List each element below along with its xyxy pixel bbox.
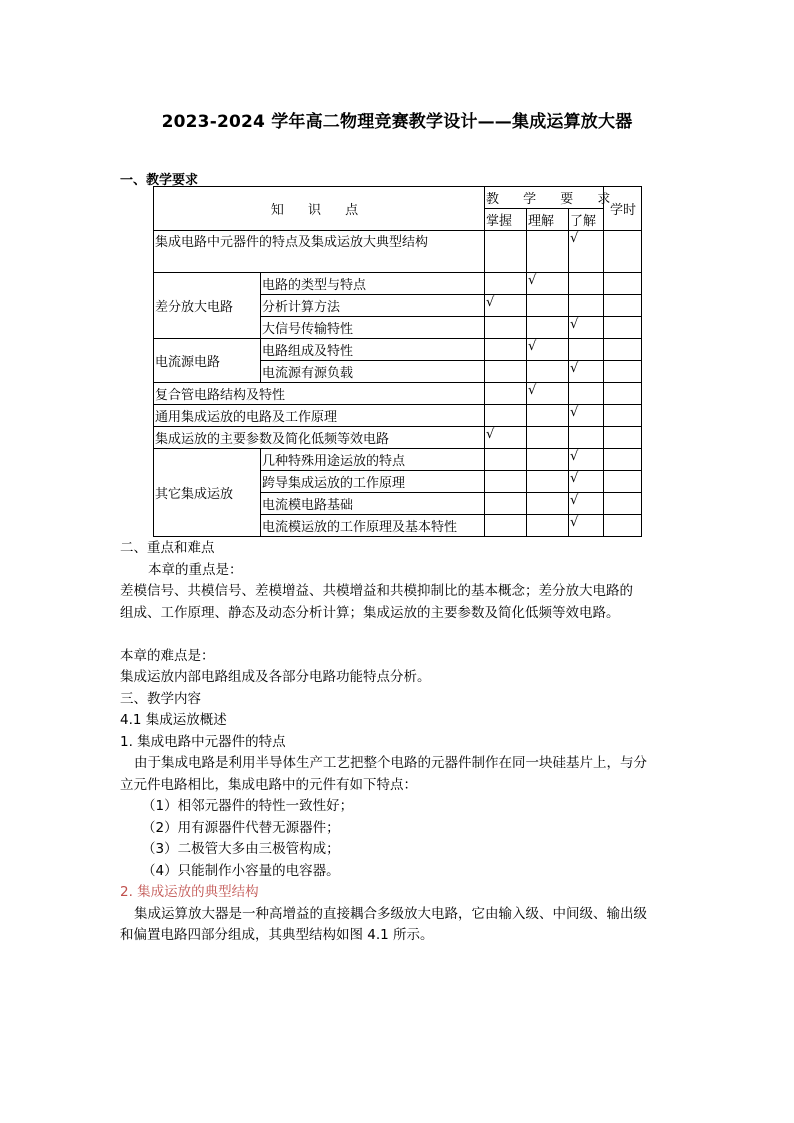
- item-cell: 电路组成及特性: [261, 339, 485, 361]
- level-cell: [527, 317, 569, 339]
- level-cell: [485, 339, 527, 361]
- group-cell: 电流源电路: [154, 339, 261, 383]
- item-cell: 分析计算方法: [261, 295, 485, 317]
- hours-cell: [604, 471, 642, 493]
- key-label: 本章的重点是：: [148, 561, 243, 578]
- group-cell: 其它集成运放: [154, 449, 261, 537]
- hours-cell: [604, 295, 642, 317]
- hours-cell: [604, 515, 642, 537]
- hours-cell: [604, 493, 642, 515]
- point-1-text-line: 立元件电路相比，集成电路中的元件有如下特点：: [120, 776, 417, 793]
- hours-cell: [604, 339, 642, 361]
- hours-cell: [604, 317, 642, 339]
- level-cell: [527, 295, 569, 317]
- hours-cell: [604, 405, 642, 427]
- section-heading-content: 三、教学内容: [120, 690, 201, 707]
- item-cell: 电流模电路基础: [261, 493, 485, 515]
- item-cell: 集成电路中元器件的特点及集成运放大典型结构: [154, 231, 485, 273]
- level-cell: [485, 273, 527, 295]
- level-cell: [527, 515, 569, 537]
- level-cell: [485, 383, 527, 405]
- check-mark: √: [485, 427, 527, 449]
- item-cell: 通用集成运放的电路及工作原理: [154, 405, 485, 427]
- point-2-text-line: 集成运算放大器是一种高增益的直接耦合多级放大电路，它由输入级、中间级、输出级: [134, 905, 647, 922]
- level-cell: [485, 361, 527, 383]
- key-text-line: 差模信号、共模信号、差模增益、共模增益和共模抑制比的基本概念；差分放大电路的: [120, 583, 633, 599]
- check-mark: √: [485, 295, 527, 317]
- list-item: （4）只能制作小容量的电容器。: [142, 862, 340, 879]
- level-cell: [569, 273, 604, 295]
- hours-cell: [604, 231, 642, 273]
- requirements-table: [153, 186, 642, 537]
- check-mark: √: [527, 339, 569, 361]
- table-row: [154, 405, 642, 427]
- hours-cell: [604, 449, 642, 471]
- item-cell: 几种特殊用途运放的特点: [261, 449, 485, 471]
- check-mark: √: [569, 471, 604, 493]
- table-row: [154, 231, 642, 273]
- list-item: （3）二极管大多由三极管构成；: [142, 841, 340, 857]
- level-cell: [527, 361, 569, 383]
- table-row: [154, 427, 642, 449]
- table-row: [154, 383, 642, 405]
- level-cell: [485, 515, 527, 537]
- header-requirement: 教 学 要 求: [485, 187, 604, 209]
- level-cell: [527, 427, 569, 449]
- header-level-know: 了解: [569, 209, 604, 231]
- key-text-line: 组成、工作原理、静态及动态分析计算；集成运放的主要参数及简化低频等效电路。: [120, 604, 620, 621]
- check-mark: √: [569, 515, 604, 537]
- level-cell: [527, 493, 569, 515]
- level-cell: [569, 339, 604, 361]
- header-hours: 学时: [604, 187, 642, 231]
- level-cell: [485, 231, 527, 273]
- level-cell: [485, 471, 527, 493]
- level-cell: [569, 427, 604, 449]
- hours-cell: [604, 273, 642, 295]
- check-mark: √: [569, 449, 604, 471]
- check-mark: √: [527, 383, 569, 405]
- check-mark: √: [569, 493, 604, 515]
- item-cell: 跨导集成运放的工作原理: [261, 471, 485, 493]
- hours-cell: [604, 427, 642, 449]
- hours-cell: [604, 361, 642, 383]
- check-mark: √: [527, 273, 569, 295]
- level-cell: [569, 295, 604, 317]
- table-row: [154, 449, 642, 471]
- level-cell: [527, 471, 569, 493]
- point-1-title: 1. 集成电路中元器件的特点: [120, 733, 286, 750]
- table-row: [154, 339, 642, 361]
- list-item: （2）用有源器件代替无源器件；: [142, 819, 340, 836]
- item-cell: 电流源有源负载: [261, 361, 485, 383]
- check-mark: √: [569, 317, 604, 339]
- page-title: 2023-2024 学年高二物理竞赛教学设计——集成运算放大器: [161, 112, 633, 132]
- subsection-title: 4.1 集成运放概述: [120, 712, 227, 728]
- point-2-title: 2. 集成运放的典型结构: [120, 884, 259, 900]
- difficult-text: 集成运放内部电路组成及各部分电路功能特点分析。: [120, 669, 431, 685]
- header-knowledge: 知 识 点: [154, 187, 485, 231]
- level-cell: [485, 405, 527, 427]
- level-cell: [485, 493, 527, 515]
- item-cell: 电路的类型与特点: [261, 273, 485, 295]
- list-item: （1）相邻元器件的特性一致性好；: [142, 798, 354, 814]
- point-2-text-line: 和偏置电路四部分组成，其典型结构如图 4.1 所示。: [120, 927, 434, 943]
- header-level-master: 掌握: [485, 209, 527, 231]
- level-cell: [485, 449, 527, 471]
- item-cell: 大信号传输特性: [261, 317, 485, 339]
- level-cell: [569, 383, 604, 405]
- section-heading-key: 二、重点和难点: [120, 540, 215, 556]
- level-cell: [485, 317, 527, 339]
- section-heading-requirements: 一、教学要求: [120, 173, 199, 188]
- group-cell: 差分放大电路: [154, 273, 261, 339]
- table-row: [154, 273, 642, 295]
- point-1-text-line: 由于集成电路是利用半导体生产工艺把整个电路的元器件制作在同一块硅基片上，与分: [134, 755, 647, 771]
- header-level-understand: 理解: [527, 209, 569, 231]
- difficult-label: 本章的难点是：: [120, 647, 215, 664]
- table-header-row: [154, 187, 642, 209]
- item-cell: 电流模运放的工作原理及基本特性: [261, 515, 485, 537]
- level-cell: [527, 449, 569, 471]
- item-cell: 集成运放的主要参数及简化低频等效电路: [154, 427, 485, 449]
- check-mark: √: [569, 361, 604, 383]
- section-key-points: [120, 538, 680, 947]
- hours-cell: [604, 383, 642, 405]
- check-mark: √: [569, 231, 604, 273]
- check-mark: √: [569, 405, 604, 427]
- level-cell: [527, 405, 569, 427]
- level-cell: [527, 231, 569, 273]
- item-cell: 复合管电路结构及特性: [154, 383, 485, 405]
